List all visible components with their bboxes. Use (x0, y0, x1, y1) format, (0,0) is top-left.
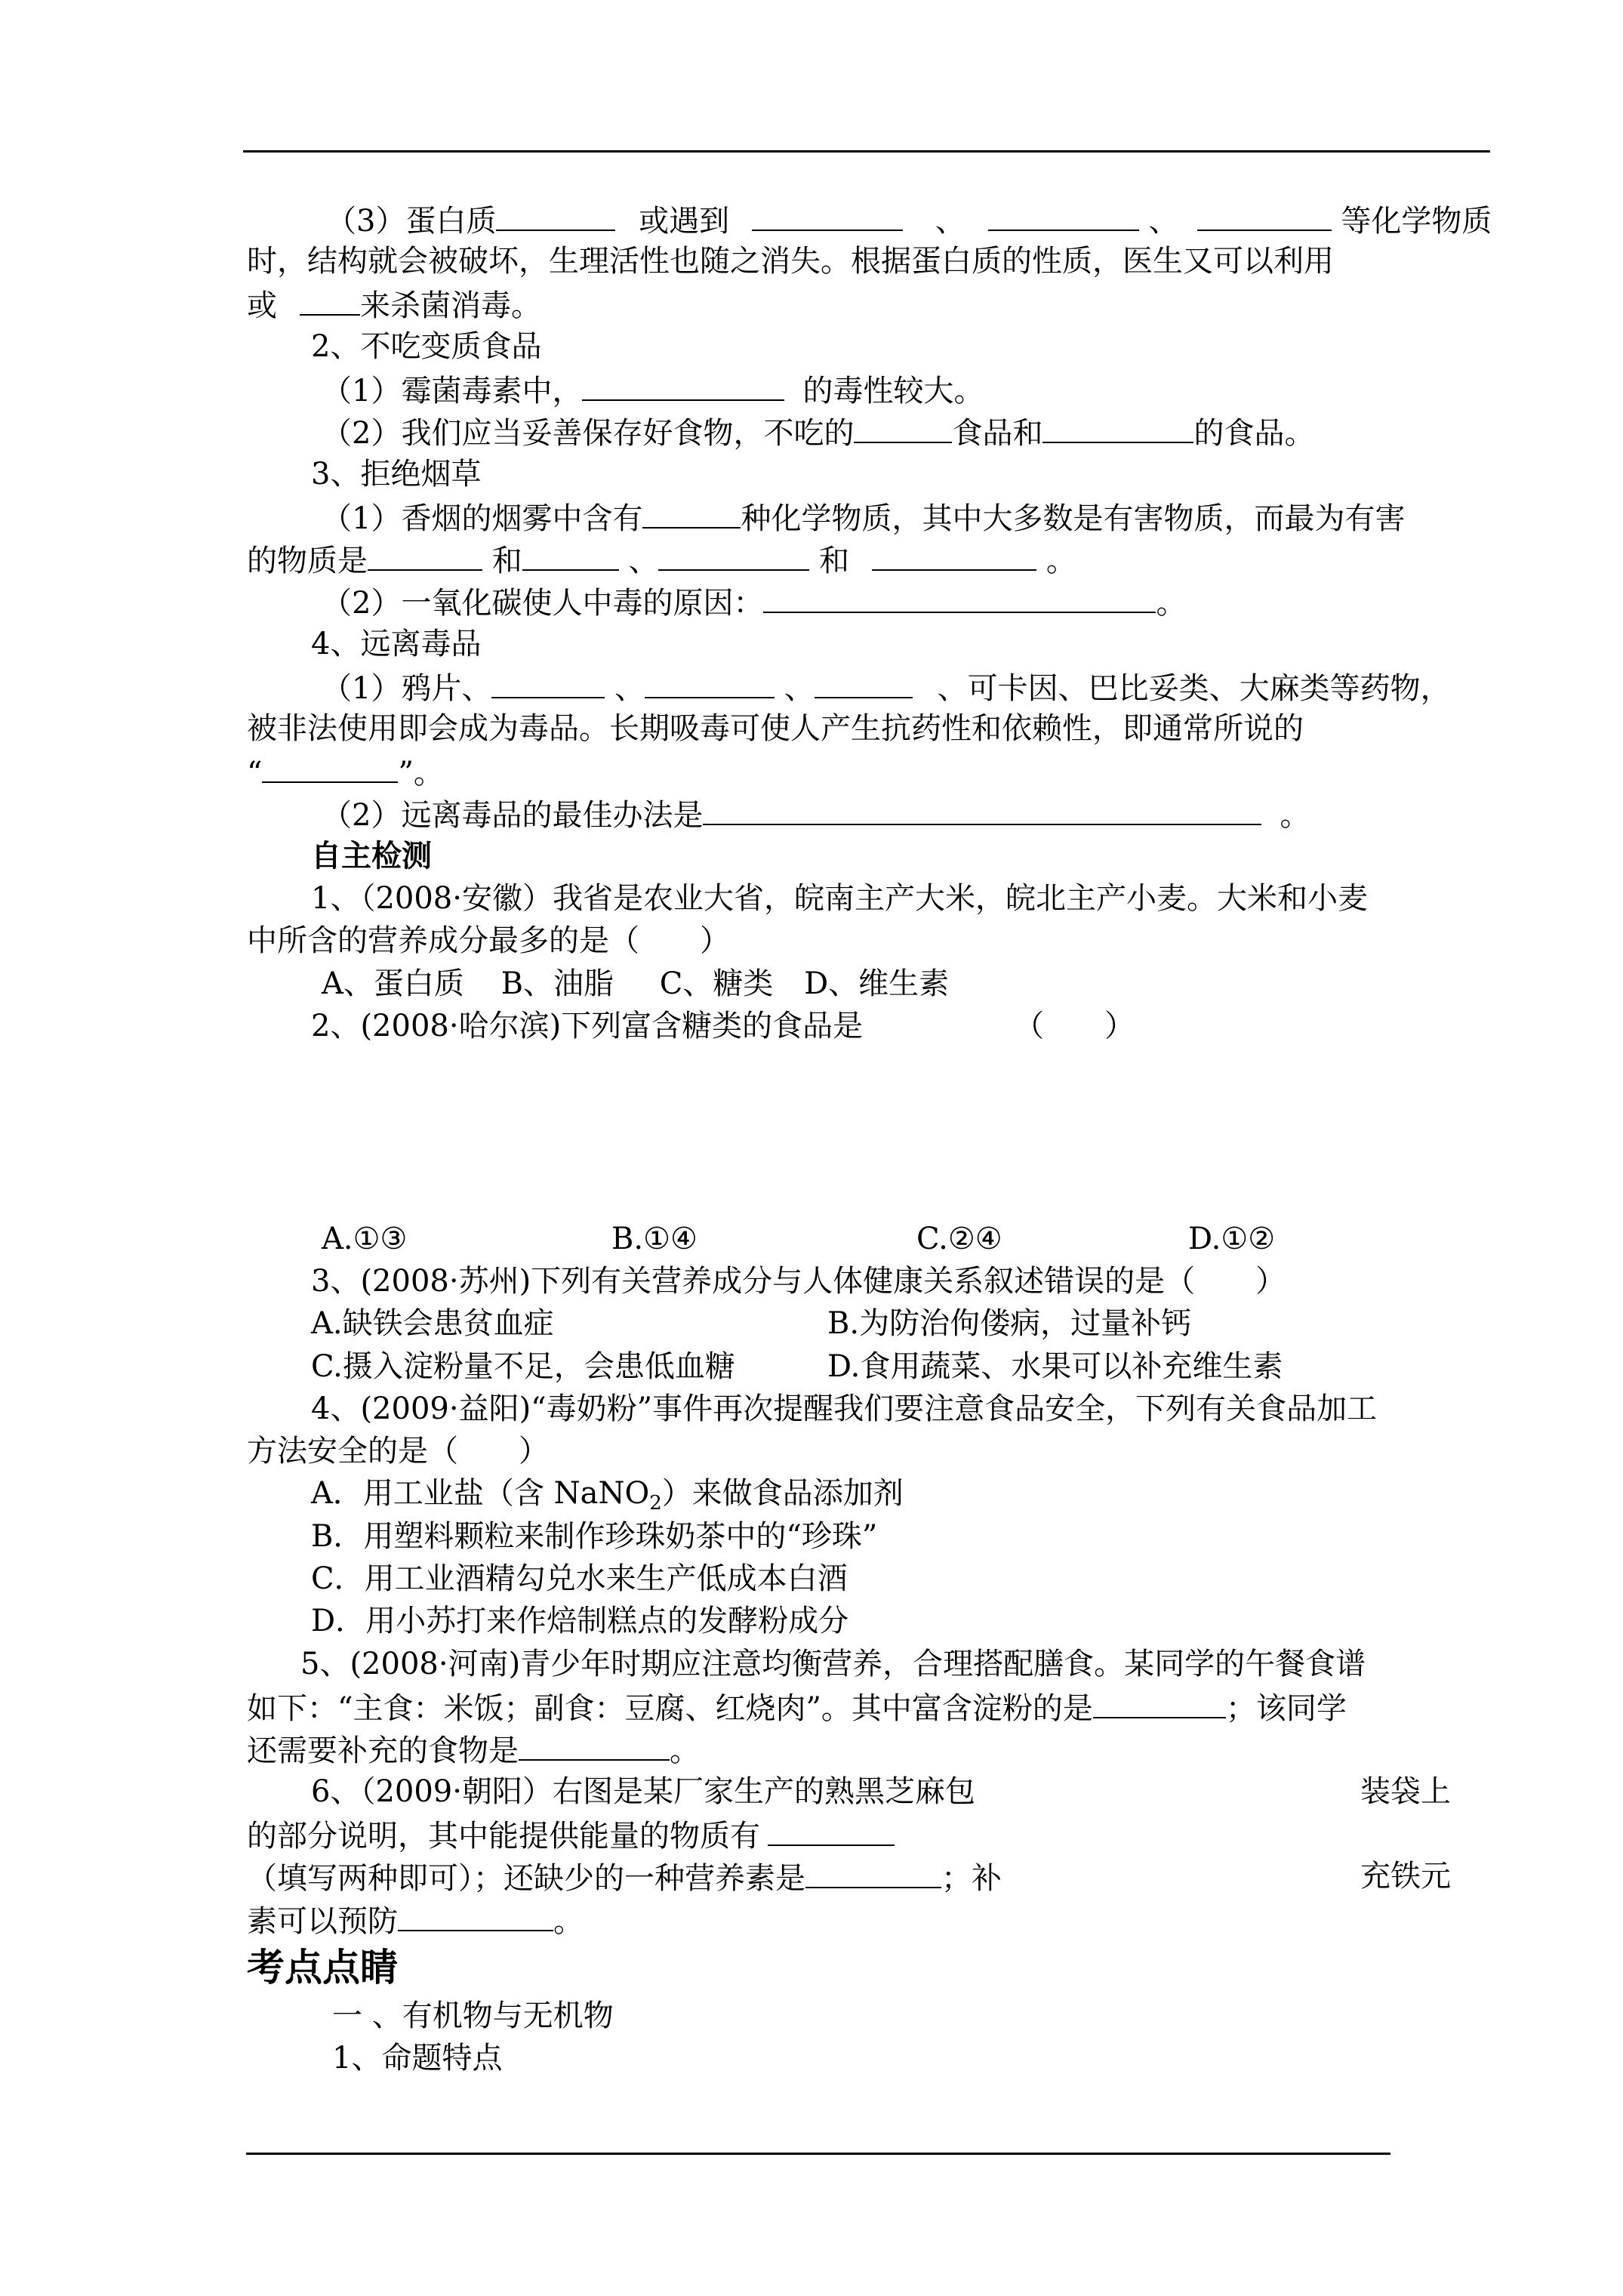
option-b[interactable]: B．用塑料颗粒来制作珍珠奶茶中的“珍珠” (311, 1519, 878, 1554)
option-a[interactable]: A．用工业盐（含 NaNO$_2$）来做食品添加剂 (311, 1476, 904, 1515)
question-text: 6、（2009·朝阳）右图是某厂家生产的熟黑芝麻包 (311, 1774, 975, 1809)
option-d[interactable]: D．用小苏打来作焙制糕点的发酵粉成分 (311, 1604, 849, 1638)
answer-blank[interactable] (1042, 410, 1193, 443)
question-text: 中所含的营养成分最多的是（ ） (247, 923, 730, 958)
answer-blank[interactable] (491, 665, 605, 698)
answer-blank[interactable] (645, 665, 775, 698)
option-a[interactable]: A.缺铁会患贫血症 (311, 1306, 554, 1341)
option-c[interactable]: C、糖类 (659, 966, 774, 1001)
answer-blank[interactable] (763, 580, 1156, 613)
answer-blank[interactable] (1197, 198, 1332, 231)
question-text: 如下：“主食：米饭；副食：豆腐、红烧肉”。其中富含淀粉的是 ；该同学 (247, 1685, 1347, 1730)
option-c[interactable]: C．用工业酒精勾兑水来生产低成本白酒 (311, 1561, 848, 1596)
option-c[interactable]: C.②④ (916, 1222, 1002, 1256)
option-a[interactable]: A.①③ (322, 1222, 408, 1256)
subsection-heading: 一 、有机物与无机物 (332, 1999, 614, 2033)
text-line: 的物质是 和 、 和 。 (247, 538, 1076, 582)
option-a[interactable]: A、蛋白质 (322, 966, 464, 1001)
question-text: 5、(2008·河南)青少年时期应注意均衡营养，合理搭配膳食。某同学的午餐食谱 (300, 1647, 1366, 1681)
text-line: 或 来杀菌消毒。 (247, 282, 541, 327)
text-line: （1）霉菌毒素中， 的毒性较大。 (322, 368, 984, 412)
option-d[interactable]: D、维生素 (804, 966, 950, 1001)
text-line: “ ”。 (247, 750, 444, 794)
answer-options (311, 1345, 1283, 1388)
section-heading: 3、拒绝烟草 (311, 457, 482, 492)
answer-blank[interactable] (752, 198, 903, 231)
question-text: 3、(2008·苏州)下列有关营养成分与人体健康关系叙述错误的是（ ） (311, 1264, 1286, 1299)
answer-blank[interactable] (768, 1813, 895, 1846)
answer-blank[interactable] (854, 410, 952, 443)
option-b[interactable]: B.为防治佝偻病，过量补钙 (827, 1306, 1192, 1341)
answer-blank[interactable] (368, 538, 482, 571)
text-line: （3）蛋白质 或遇到 、 、 等化学物质 (326, 198, 1492, 242)
text-line: 时，结构就会被破坏，生理活性也随之消失。根据蛋白质的性质，医生又可以利用 (247, 244, 1334, 279)
answer-blank[interactable] (519, 1727, 670, 1761)
answer-blank[interactable] (642, 495, 741, 529)
option-d[interactable]: D.食用蔬菜、水果可以补充维生素 (827, 1349, 1283, 1384)
option-c[interactable]: C.摄入淀粉量不足，会患低血糖 (311, 1349, 735, 1384)
answer-blank[interactable] (398, 1898, 553, 1931)
text-line: （2）一氧化碳使人中毒的原因： 。 (322, 580, 1186, 624)
answer-blank[interactable] (300, 282, 360, 316)
question-text: 的部分说明，其中能提供能量的物质有 (247, 1813, 895, 1857)
question-text: 2、(2008·哈尔滨)下列富含糖类的食品是 （ ） (311, 1009, 1135, 1043)
option-b[interactable]: B、油脂 (500, 966, 614, 1001)
subsection-heading: 1、命题特点 (332, 2041, 503, 2076)
question-text: 素可以预防 。 (247, 1898, 584, 1943)
text-line: （1）香烟的烟雾中含有 种化学物质，其中大多数是有害物质，而最为有害 (322, 495, 1405, 540)
text-line: （2）远离毒品的最佳办法是 。 (322, 792, 1310, 837)
section-heading: 2、不吃变质食品 (311, 329, 542, 364)
text-line: 被非法使用即会成为毒品。长期吸毒可使人产生抗药性和依赖性，即通常所说的 (247, 711, 1304, 746)
answer-blank[interactable] (522, 538, 619, 571)
answer-options (322, 963, 949, 1005)
answer-blank[interactable] (262, 750, 398, 783)
answer-blank[interactable] (658, 538, 809, 571)
section-title: 考点点睛 (247, 1945, 398, 1989)
answer-blank[interactable] (815, 665, 913, 698)
section-heading: 4、远离毒品 (311, 627, 482, 661)
question-text: 1、（2008·安徽）我省是农业大省，皖南主产大米，皖北主产小麦。大米和小麦 (311, 881, 1368, 916)
self-test-heading: 自主检测 (311, 838, 432, 874)
answer-blank[interactable] (872, 538, 1036, 571)
answer-blank[interactable] (805, 1855, 941, 1888)
text-line: （2）我们应当妥善保存好食物，不吃的 食品和 的食品。 (322, 410, 1314, 455)
answer-options (311, 1302, 1192, 1345)
answer-options (322, 1218, 1276, 1260)
answer-blank[interactable] (496, 198, 615, 231)
question-text: 还需要补充的食物是 。 (247, 1727, 700, 1772)
answer-blank[interactable] (988, 198, 1139, 231)
question-text: 装袋上 (1360, 1774, 1451, 1809)
top-rule (243, 150, 1490, 153)
question-text: 充铁元 (1360, 1859, 1451, 1894)
question-text: （填写两种即可）；还缺少的一种营养素是 ；补 (247, 1855, 1002, 1900)
text-line: （1）鸦片、 、 、 、可卡因、巴比妥类、大麻类等药物， (322, 665, 1451, 710)
option-b[interactable]: B.①④ (611, 1222, 698, 1256)
question-text: 4、(2009·益阳)“毒奶粉”事件再次提醒我们要注意食品安全，下列有关食品加工 (311, 1391, 1378, 1426)
answer-blank[interactable] (703, 792, 1261, 825)
option-d[interactable]: D.①② (1188, 1222, 1276, 1256)
question-text: 方法安全的是（ ） (247, 1434, 549, 1469)
answer-blank[interactable] (1093, 1685, 1226, 1718)
bottom-rule (246, 2153, 1390, 2155)
answer-blank[interactable] (582, 368, 784, 401)
